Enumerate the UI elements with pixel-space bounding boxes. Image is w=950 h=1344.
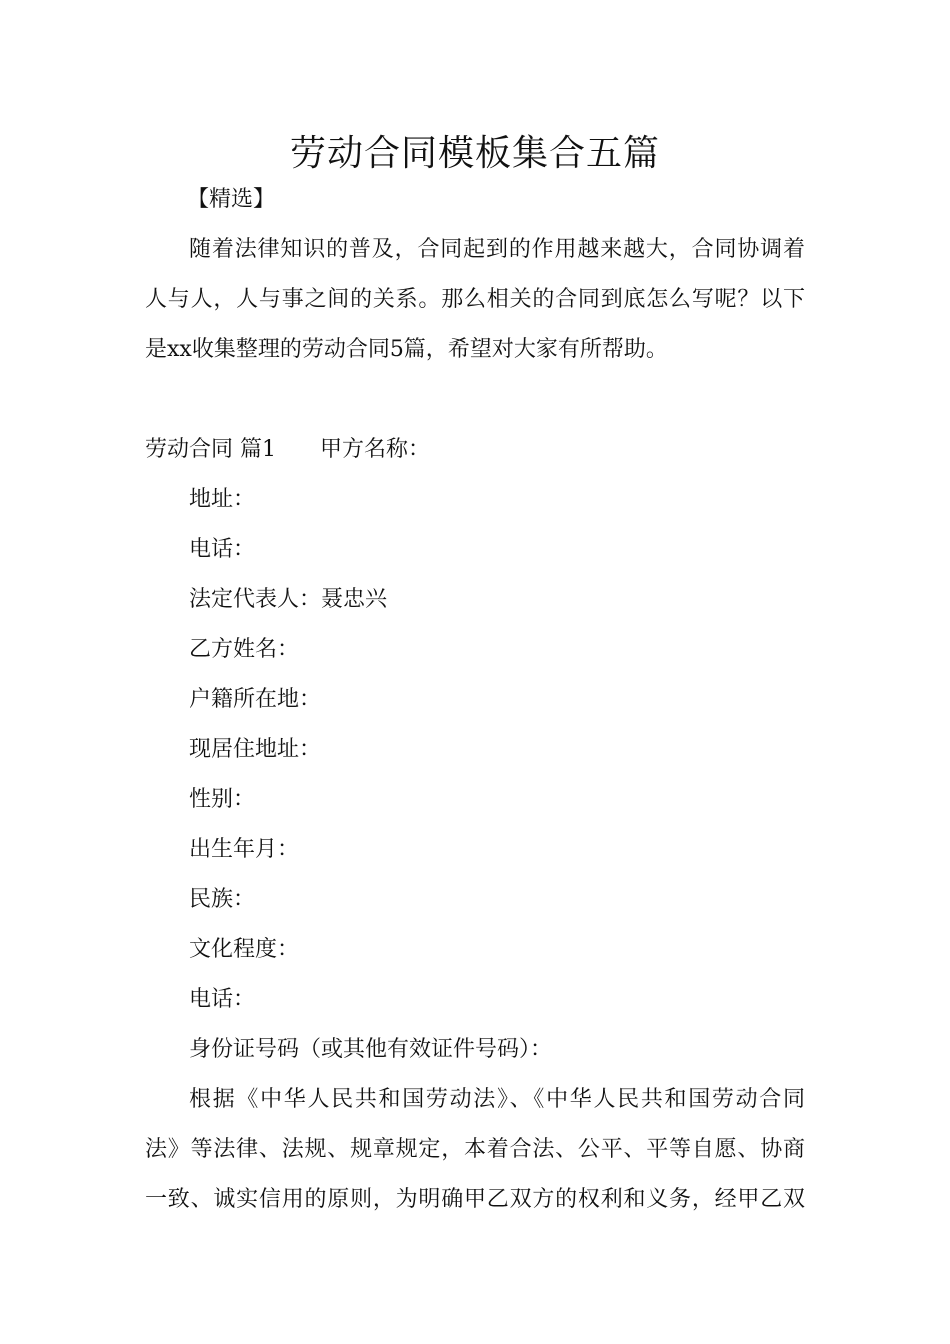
field-id-number: 身份证号码（或其他有效证件号码）： xyxy=(189,1037,553,1062)
section-heading: 劳动合同 篇1 xyxy=(145,437,276,462)
party-a-name-label: 甲方名称： xyxy=(320,437,431,462)
field-gender: 性别： xyxy=(189,787,256,812)
field-legal-representative: 法定代表人：聂忠兴 xyxy=(189,587,388,612)
field-education: 文化程度： xyxy=(189,937,300,962)
field-address: 地址： xyxy=(189,487,256,512)
document-title: 劳动合同模板集合五篇 xyxy=(289,133,660,174)
section-heading-row xyxy=(145,434,430,466)
document-tag: 【精选】 xyxy=(187,187,276,212)
field-household-registration: 户籍所在地： xyxy=(189,687,322,712)
field-ethnicity: 民族： xyxy=(189,887,256,912)
field-birth-date: 出生年月： xyxy=(189,837,300,862)
field-party-b-name: 乙方姓名： xyxy=(189,637,300,662)
intro-line-1: 随着法律知识的普及，合同起到的作用越来越大，合同协调着 xyxy=(189,237,805,262)
intro-line-2: 人与人，人与事之间的关系。那么相关的合同到底怎么写呢？以下 xyxy=(145,287,805,312)
basis-line-2: 法》等法律、法规、规章规定，本着合法、公平、平等自愿、协商 xyxy=(145,1137,805,1162)
field-phone-b: 电话： xyxy=(189,987,256,1012)
basis-line-1: 根据《中华人民共和国劳动法》、《中华人民共和国劳动合同 xyxy=(189,1087,805,1112)
field-phone-a: 电话： xyxy=(189,537,256,562)
basis-line-3: 一致、诚实信用的原则，为明确甲乙双方的权利和义务，经甲乙双 xyxy=(145,1187,805,1212)
intro-line-3: 是xx收集整理的劳动合同5篇，希望对大家有所帮助。 xyxy=(145,337,668,362)
field-current-address: 现居住地址： xyxy=(189,737,322,762)
